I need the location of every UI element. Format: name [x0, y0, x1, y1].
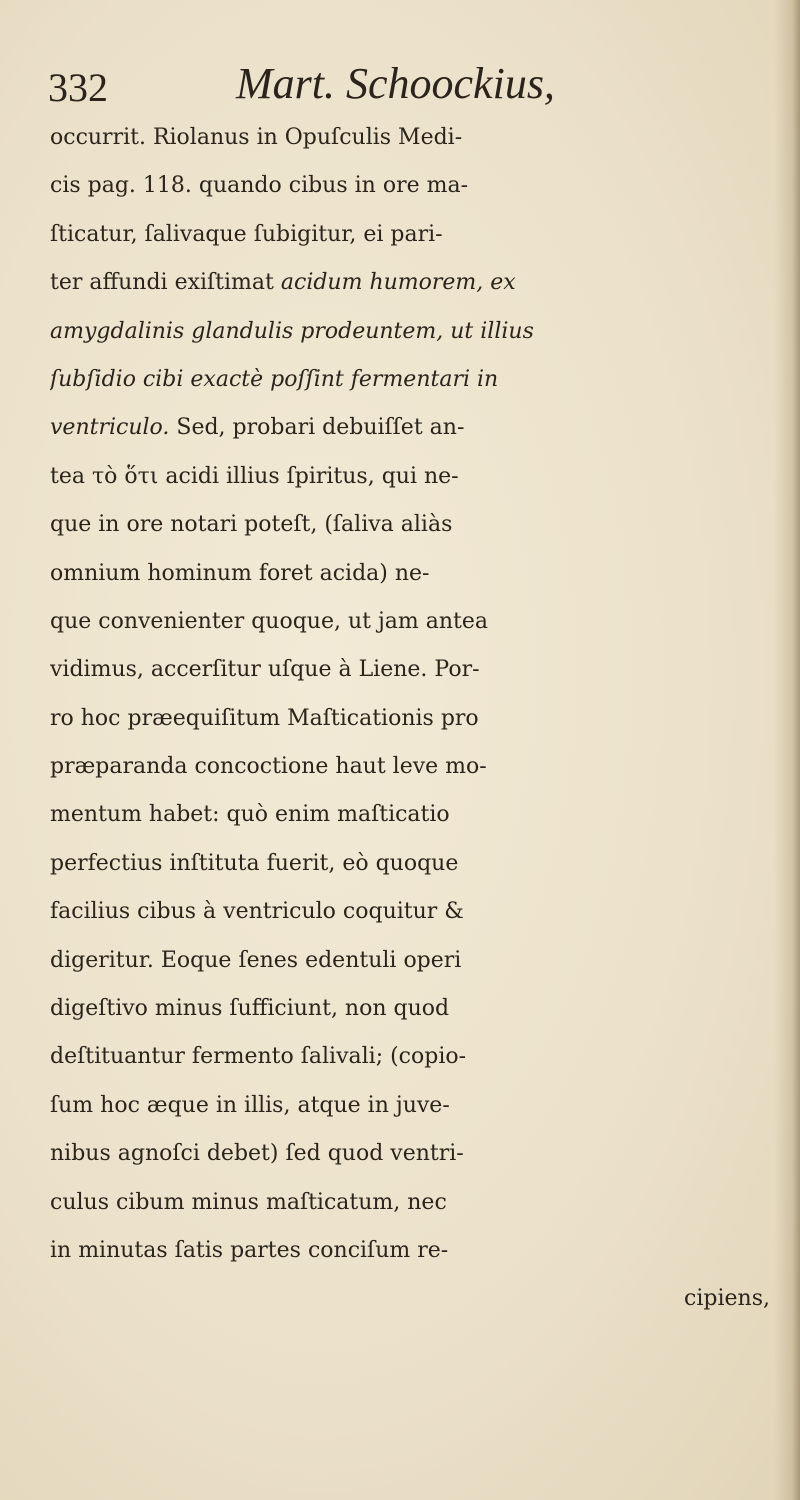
text-line [50, 1179, 780, 1227]
text-line [50, 743, 780, 791]
text-run: digeritur. Eoque ſenes edentuli operi [50, 947, 462, 973]
text-run: que in ore notari poteſt, (ſaliva aliàs [50, 512, 453, 538]
text-line [50, 404, 780, 452]
text-line [50, 1082, 780, 1130]
body-text [50, 114, 780, 1324]
text-line [50, 308, 780, 356]
text-run: omnium hominum foret acida) ne- [50, 560, 430, 586]
text-run: ro hoc præequiſitum Maſticationis pro [50, 705, 479, 731]
text-line [50, 211, 780, 259]
italic-text-run: amygdalinis glandulis prodeuntem, ut illius [50, 318, 534, 344]
italic-text-run: ventriculo. [50, 415, 170, 441]
text-line [50, 888, 780, 936]
italic-text-run: ſubſidio cibi exactè poſſint fermentari in [50, 366, 499, 392]
text-run: occurrit. Riolanus in Opuſculis Medi- [50, 125, 463, 150]
text-line [50, 646, 780, 694]
text-run: ter affundi exiſtimat [50, 270, 281, 296]
text-run: que convenienter quoque, ut jam antea [50, 608, 489, 634]
text-line [50, 550, 780, 598]
text-run: in minutas ſatis partes conciſum re- [50, 1237, 449, 1263]
text-line [50, 937, 780, 985]
page-number: 332 [48, 65, 108, 110]
text-line [50, 598, 780, 646]
text-run: ſticatur, ſalivaque ſubigitur, ei pari- [50, 221, 443, 247]
text-run: Sed, probari debuiſſet an- [169, 415, 465, 441]
page-header [48, 58, 748, 118]
text-line [50, 162, 780, 210]
italic-text-run: acidum humorem, ex [280, 270, 516, 296]
text-line [50, 985, 780, 1033]
text-run: facilius cibus à ventriculo coquitur & [50, 899, 464, 925]
text-line [50, 1033, 780, 1081]
catchword: cipiens, [684, 1286, 770, 1312]
text-run: deſtituantur fermento ſalivali; (copio- [50, 1044, 467, 1070]
text-run: cis pag. 118. quando cibus in ore ma- [50, 173, 469, 199]
text-line [50, 840, 780, 888]
text-run: mentum habet: quò enim maſticatio [50, 802, 450, 828]
text-line [50, 695, 780, 743]
text-run: perfectius inſtituta fuerit, eò quoque [50, 850, 459, 876]
text-line [50, 1227, 780, 1275]
text-line [50, 501, 780, 549]
text-run: nibus agnoſci debet) ſed quod ventri- [50, 1141, 464, 1167]
text-run: culus cibum minus maſticatum, nec [50, 1189, 447, 1215]
text-run: vidimus, accerſitur uſque à Liene. Por- [50, 657, 480, 683]
text-line [50, 453, 780, 501]
text-line [50, 259, 780, 307]
text-run: digeſtivo minus ſufficiunt, non quod [50, 996, 450, 1022]
text-run: ſum hoc æque in illis, atque in juve- [50, 1092, 450, 1118]
text-line [50, 791, 780, 839]
text-run: tea τὸ ὅτι acidi illius ſpiritus, qui ne- [50, 463, 459, 489]
running-head: Mart. Schoockius, [236, 59, 555, 108]
text-line [50, 1130, 780, 1178]
text-line [50, 114, 780, 162]
text-line [50, 356, 780, 404]
text-run: præparanda concoctione haut leve mo- [50, 754, 487, 780]
